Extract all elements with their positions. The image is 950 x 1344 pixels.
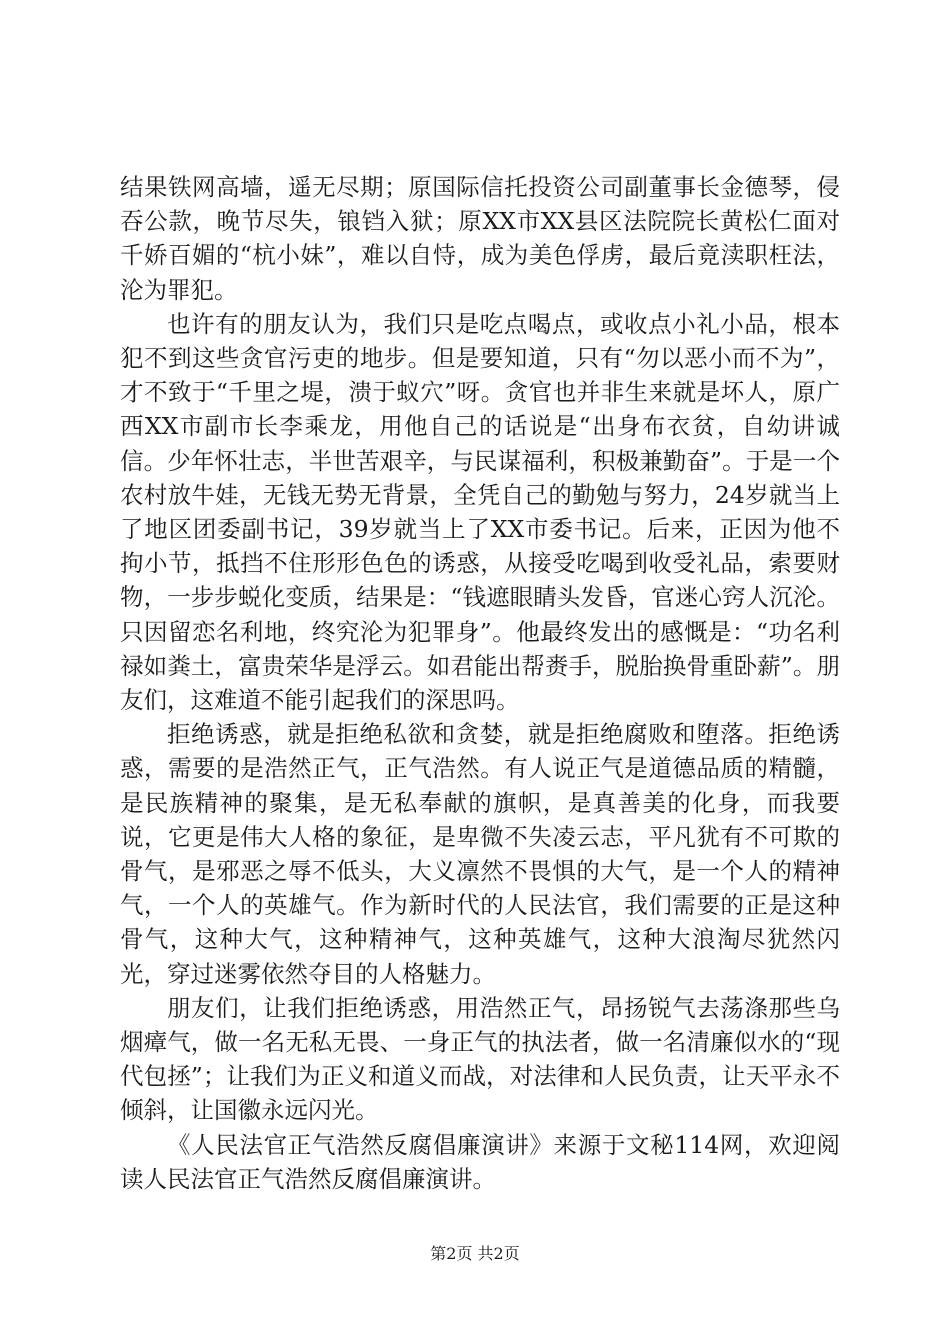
paragraph-continuation: 结果铁网高墙，遥无尽期；原国际信托投资公司副董事长金德琴，侵吞公款，晚节尽失，锒铛入狱；原XX市XX县区法院院长黄松仁面对千娇百媚的“杭小妹”，难以自恃，成为美色俘虏，最后竟渎职枉法，沦为罪犯。: [120, 173, 840, 304]
paragraph-source-note: 《人民法官正气浩然反腐倡廉演讲》来源于文秘114网，欢迎阅读人民法官正气浩然反腐倡廉演讲。: [120, 1130, 840, 1193]
paragraph-call-to-action: 朋友们，让我们拒绝诱惑，用浩然正气，昂扬锐气去荡涤那些乌烟瘴气，做一名无私无畏、一身正气的执法者，做一名清廉似水的“现代包拯”；让我们为正义和道义而战，对法律和人民负责，让天平永不倾斜，让国徽永远闪光。: [120, 993, 840, 1125]
page-number-footer: 第2页 共2页: [430, 1244, 520, 1263]
document-body: [120, 170, 840, 1196]
paragraph-small-gifts: 也许有的朋友认为，我们只是吃点喝点，或收点小礼小品，根本犯不到这些贪官污吏的地步。但是要知道，只有“勿以恶小而不为”，才不致于“千里之堤，溃于蚁穴”呀。贪官也并非生来就是坏人，原广西XX市副市长李乘龙，用他自己的话说是“出身布衣贫，自幼讲诚信。少年怀壮志，半世苦艰辛，与民谋福利，积极兼勤奋”。于是一个农村放牛娃，无钱无势无背景，全凭自己的勤勉与努力，24岁就当上了地区团委副书记，39岁就当上了XX市委书记。后来，正因为他不拘小节，抵挡不住形形色色的诱惑，从接受吃喝到收受礼品，索要财物，一步步蜕化变质，结果是：“钱遮眼睛头发昏，官迷心窍人沉沦。只因留恋名利地，终究沦为犯罪身”。他最终发出的感慨是：“功名利禄如粪土，富贵荣华是浮云。如君能出帮赉手，脱胎换骨重卧薪”。朋友们，这难道不能引起我们的深思吗。: [120, 309, 840, 715]
paragraph-reject-temptation: 拒绝诱惑，就是拒绝私欲和贪婪，就是拒绝腐败和堕落。拒绝诱惑，需要的是浩然正气，正气浩然。有人说正气是道德品质的精髓，是民族精神的聚集，是无私奉献的旗帜，是真善美的化身，而我要说，它更是伟大人格的象征，是卑微不失凌云志，平凡犹有不可欺的骨气，是邪恶之辱不低头，大义凛然不畏惧的大气，是一个人的精神气，一个人的英雄气。作为新时代的人民法官，我们需要的正是这种骨气，这种大气，这种精神气，这种英雄气，这种大浪淘尽犹然闪光，穿过迷雾依然夺目的人格魅力。: [120, 720, 840, 988]
